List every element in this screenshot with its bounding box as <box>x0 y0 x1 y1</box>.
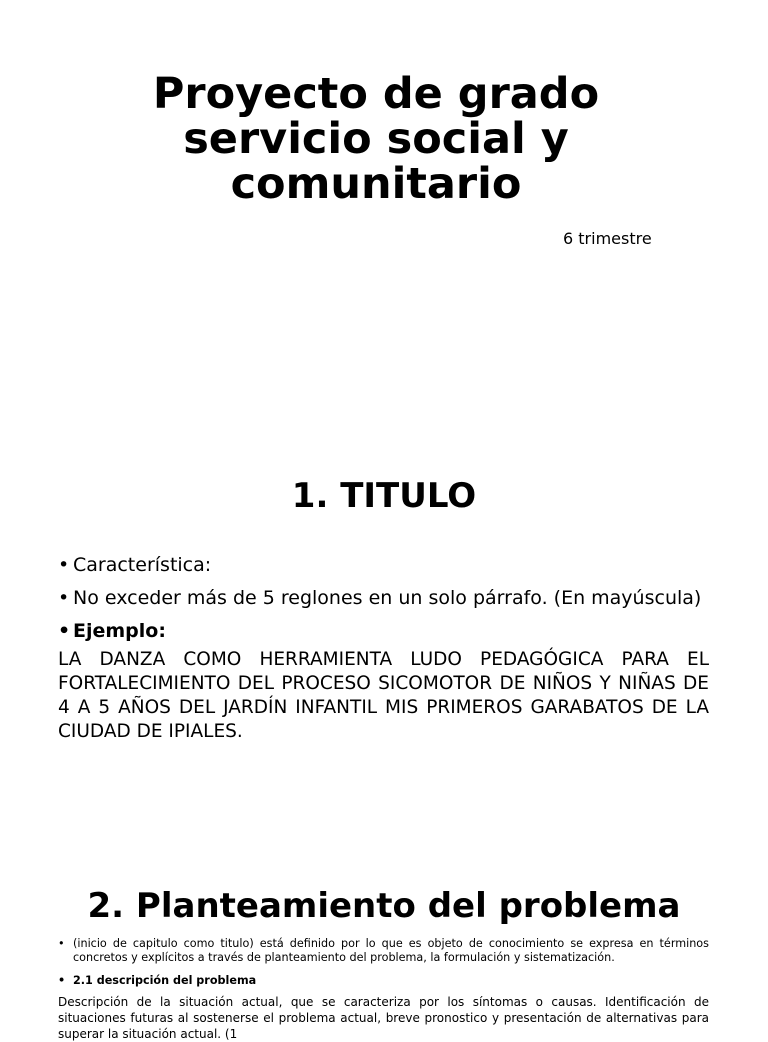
slide-titulo <box>0 432 768 864</box>
bullet-item-example: • Ejemplo: <box>58 615 718 648</box>
bullet-list <box>58 974 709 988</box>
presentation-subtitle: 6 trimestre <box>563 229 652 248</box>
bullet-item: • (inicio de capitulo como titulo) está definido por lo que es objeto de conocimiento se expresa en términos concretos y explícitos a través de planteamiento del problema, la formulación y sistematización. <box>58 937 709 965</box>
bullet-item-subheading: • 2.1 descripción del problema <box>58 974 709 988</box>
example-paragraph: LA DANZA COMO HERRAMIENTA LUDO PEDAGÓGICA PARA EL FORTALECIMIENTO DEL PROCESO SICOMOTOR DE NIÑOS Y NIÑAS DE 4 A 5 AÑOS DEL JARDÍN INFANTIL MIS PRIMEROS GARABATOS DE LA CIUDAD DE IPIALES. <box>58 649 709 742</box>
description-paragraph: Descripción de la situación actual, que se caracteriza por los síntomas o causas. Identificación de situaciones futuras al sostenerse el problema actual, breve pronostico y presentación de alternativas para superar la situación actual. (1 <box>58 995 709 1041</box>
slide-planteamiento <box>0 864 768 1041</box>
title-line-1: Proyecto de grado <box>152 69 600 119</box>
slide-heading: 1. TITULO <box>291 476 477 516</box>
bullet-item: • No exceder más de 5 reglones en un solo párrafo. (En mayúscula) <box>58 582 718 615</box>
bullet-list <box>58 937 709 965</box>
slide-title <box>0 0 768 432</box>
title-line-3: comunitario <box>230 159 522 209</box>
presentation-title <box>0 69 752 209</box>
slide-heading: 2. Planteamiento del problema <box>87 886 681 926</box>
title-line-2: servicio social y <box>183 114 569 164</box>
bullet-list <box>58 549 718 648</box>
bullet-item: • Característica: <box>58 549 718 582</box>
